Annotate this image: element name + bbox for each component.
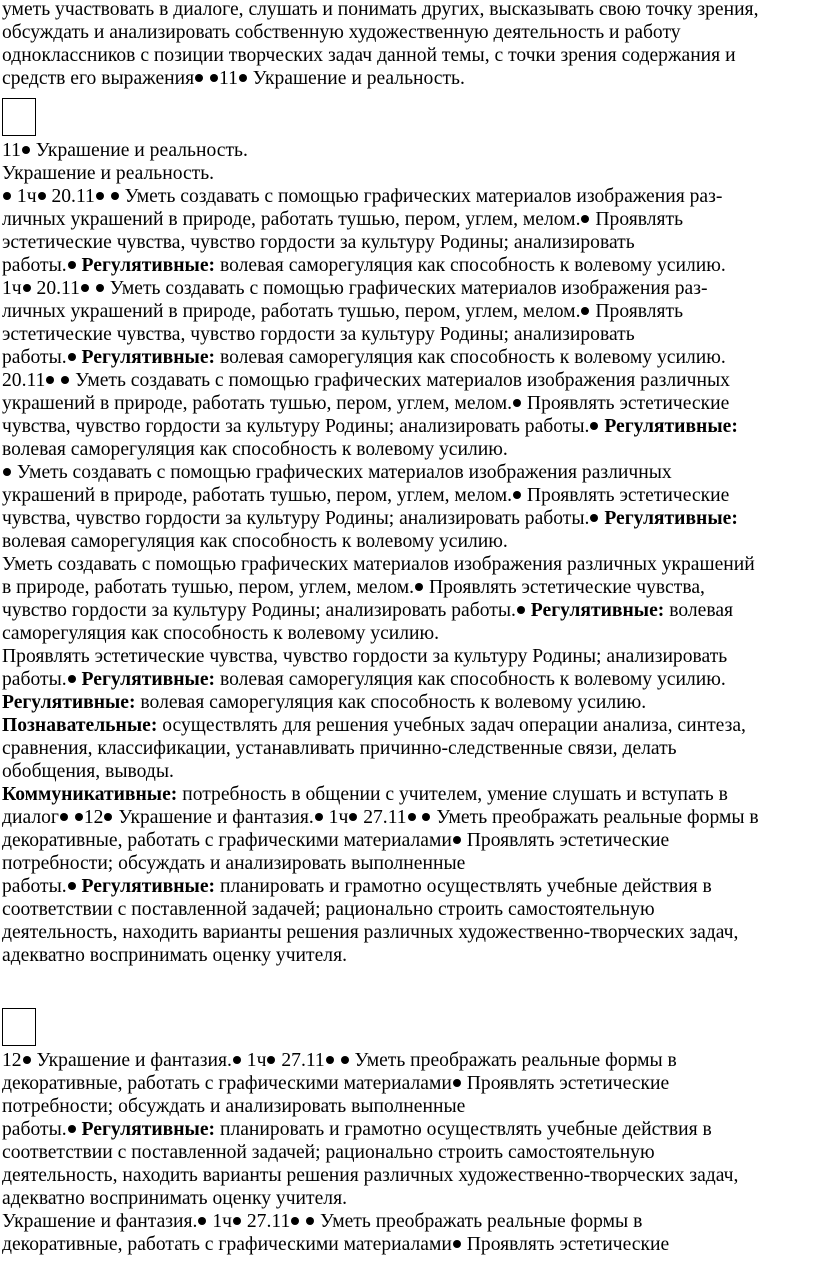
bullet-icon xyxy=(38,192,46,200)
bullet-icon xyxy=(68,675,76,683)
text-line: Уметь создавать с помощью графических материалов изображения различных xyxy=(2,461,672,484)
text-line: работы. Регулятивные: волевая саморегуляция как способность к волевому усилию. xyxy=(2,255,726,276)
text-line: соответствии с поставленной задачей; рационально строить самостоятельную xyxy=(2,899,655,920)
text-line: уметь участвовать в диалоге, слушать и понимать других, высказывать свою точку зрения, xyxy=(2,0,759,20)
bullet-icon xyxy=(3,192,11,200)
text-line: 20.11 Уметь создавать с помощью графических материалов изображения различных xyxy=(2,370,730,391)
bullet-icon xyxy=(291,1217,299,1225)
bullet-icon xyxy=(195,74,203,82)
bullet-icon xyxy=(581,215,589,223)
text-line: Украшение и фантазия. 1ч 27.11 Уметь преображать реальные формы в xyxy=(2,1211,643,1232)
text-line: адекватно воспринимать оценку учителя. xyxy=(2,945,347,966)
bullet-icon xyxy=(239,74,247,82)
text-line: эстетические чувства, чувство гордости за культуру Родины; анализировать xyxy=(2,232,635,253)
text-line: Регулятивные: волевая саморегуляция как способность к волевому усилию. xyxy=(2,692,647,713)
bullet-icon xyxy=(408,813,416,821)
bullet-icon xyxy=(315,813,323,821)
bullet-icon xyxy=(513,399,521,407)
bullet-icon xyxy=(60,813,68,821)
bullet-icon xyxy=(453,836,461,844)
text-line: чувства, чувство гордости за культуру Родины; анализировать работы. Регулятивные: xyxy=(2,416,738,437)
bullet-icon xyxy=(233,1217,241,1225)
text-line: средств его выражения 11 Украшение и реальность. xyxy=(2,68,465,89)
text-line: деятельность, находить варианты решения различных художественно-творческих задач, xyxy=(2,1165,739,1186)
bullet-icon xyxy=(22,146,30,154)
bullet-icon xyxy=(415,583,423,591)
text-line: личных украшений в природе, работать тушью, пером, углем, мелом. Проявлять xyxy=(2,209,684,230)
bullet-icon xyxy=(326,1056,334,1064)
text-line: Коммуникативные: потребность в общении с учителем, умение слушать и вступать в xyxy=(2,784,728,805)
bullet-icon xyxy=(23,1056,31,1064)
bullet-icon xyxy=(96,192,104,200)
text-line: украшений в природе, работать тушью, пером, углем, мелом. Проявлять эстетические xyxy=(2,485,730,506)
text-line: адекватно воспринимать оценку учителя. xyxy=(2,1188,347,1209)
text-line: работы. Регулятивные: планировать и грамотно осуществлять учебные действия в xyxy=(2,876,712,897)
bullet-icon xyxy=(198,1217,206,1225)
bullet-icon xyxy=(590,422,598,430)
text-line: декоративные, работать с графическими материалами Проявлять эстетические xyxy=(2,830,670,851)
text-line: эстетические чувства, чувство гордости за культуру Родины; анализировать xyxy=(2,324,635,345)
bullet-icon xyxy=(68,261,76,269)
bullet-icon xyxy=(233,1056,241,1064)
text-line: Познавательные: осуществлять для решения учебных задач операции анализа, синтеза, xyxy=(2,715,746,736)
empty-table-cell xyxy=(2,1008,36,1046)
bullet-icon xyxy=(3,468,11,476)
text-line: Проявлять эстетические чувства, чувство гордости за культуру Родины; анализировать xyxy=(2,646,728,667)
bullet-icon xyxy=(81,284,89,292)
text-line: потребности; обсуждать и анализировать выполненные xyxy=(2,853,466,874)
text-line: потребности; обсуждать и анализировать выполненные xyxy=(2,1096,466,1117)
bullet-icon xyxy=(422,813,430,821)
text-line: Украшение и реальность. xyxy=(2,163,215,184)
text-line: декоративные, работать с графическими материалами Проявлять эстетические xyxy=(2,1073,670,1094)
text-line: Уметь создавать с помощью графических материалов изображения различных украшений xyxy=(2,554,755,575)
bullet-icon xyxy=(453,1079,461,1087)
text-line: в природе, работать тушью, пером, углем, мелом. Проявлять эстетические чувства, xyxy=(2,577,705,598)
bullet-icon xyxy=(581,307,589,315)
text-line: волевая саморегуляция как способность к волевому усилию. xyxy=(2,439,508,460)
bullet-icon xyxy=(341,1056,349,1064)
bullet-icon xyxy=(96,284,104,292)
bullet-icon xyxy=(267,1056,275,1064)
bullet-icon xyxy=(46,376,54,384)
text-line: 11 Украшение и реальность. xyxy=(2,140,248,161)
bullet-icon xyxy=(111,192,119,200)
bullet-icon xyxy=(75,813,83,821)
text-line: сравнения, классификации, устанавливать причинно-следственные связи, делать xyxy=(2,738,677,759)
bullet-icon xyxy=(210,74,218,82)
bullet-icon xyxy=(104,813,112,821)
text-line: работы. Регулятивные: волевая саморегуляция как способность к волевому усилию. xyxy=(2,347,726,368)
bullet-icon xyxy=(68,882,76,890)
text-line: диалог 12 Украшение и фантазия. 1ч 27.11 Уметь преображать реальные формы в xyxy=(2,807,759,828)
bullet-icon xyxy=(590,514,598,522)
text-line: личных украшений в природе, работать тушью, пером, углем, мелом. Проявлять xyxy=(2,301,684,322)
bullet-icon xyxy=(513,491,521,499)
text-line: 1ч 20.11 Уметь создавать с помощью графических материалов изображения раз- xyxy=(2,278,708,299)
text-line: чувство гордости за культуру Родины; анализировать работы. Регулятивные: волевая xyxy=(2,600,734,621)
text-line: украшений в природе, работать тушью, пером, углем, мелом. Проявлять эстетические xyxy=(2,393,730,414)
text-line: соответствии с поставленной задачей; рационально строить самостоятельную xyxy=(2,1142,655,1163)
text-line: работы. Регулятивные: волевая саморегуляция как способность к волевому усилию. xyxy=(2,669,726,690)
text-line: 12 Украшение и фантазия. 1ч 27.11 Уметь преображать реальные формы в xyxy=(2,1050,677,1071)
bullet-icon xyxy=(68,353,76,361)
text-line: одноклассников с позиции творческих задач данной темы, с точки зрения содержания и xyxy=(2,45,736,66)
bullet-icon xyxy=(517,606,525,614)
text-line: саморегуляция как способность к волевому усилию. xyxy=(2,623,440,644)
text-line: обсуждать и анализировать собственную художественную деятельность и работу xyxy=(2,22,681,43)
bullet-icon xyxy=(349,813,357,821)
empty-table-cell xyxy=(2,98,36,136)
text-line: 1ч 20.11 Уметь создавать с помощью графических материалов изображения раз- xyxy=(2,185,722,208)
text-line: чувства, чувство гордости за культуру Родины; анализировать работы. Регулятивные: xyxy=(2,508,738,529)
bullet-icon xyxy=(61,376,69,384)
bullet-icon xyxy=(23,284,31,292)
bullet-icon xyxy=(306,1217,314,1225)
text-line: волевая саморегуляция как способность к волевому усилию. xyxy=(2,531,508,552)
bullet-icon xyxy=(68,1125,76,1133)
text-line: деятельность, находить варианты решения различных художественно-творческих задач, xyxy=(2,922,739,943)
bullet-icon xyxy=(453,1240,461,1248)
text-line: обобщения, выводы. xyxy=(2,761,174,782)
text-line: работы. Регулятивные: планировать и грамотно осуществлять учебные действия в xyxy=(2,1119,712,1140)
text-line: декоративные, работать с графическими материалами Проявлять эстетические xyxy=(2,1234,670,1255)
